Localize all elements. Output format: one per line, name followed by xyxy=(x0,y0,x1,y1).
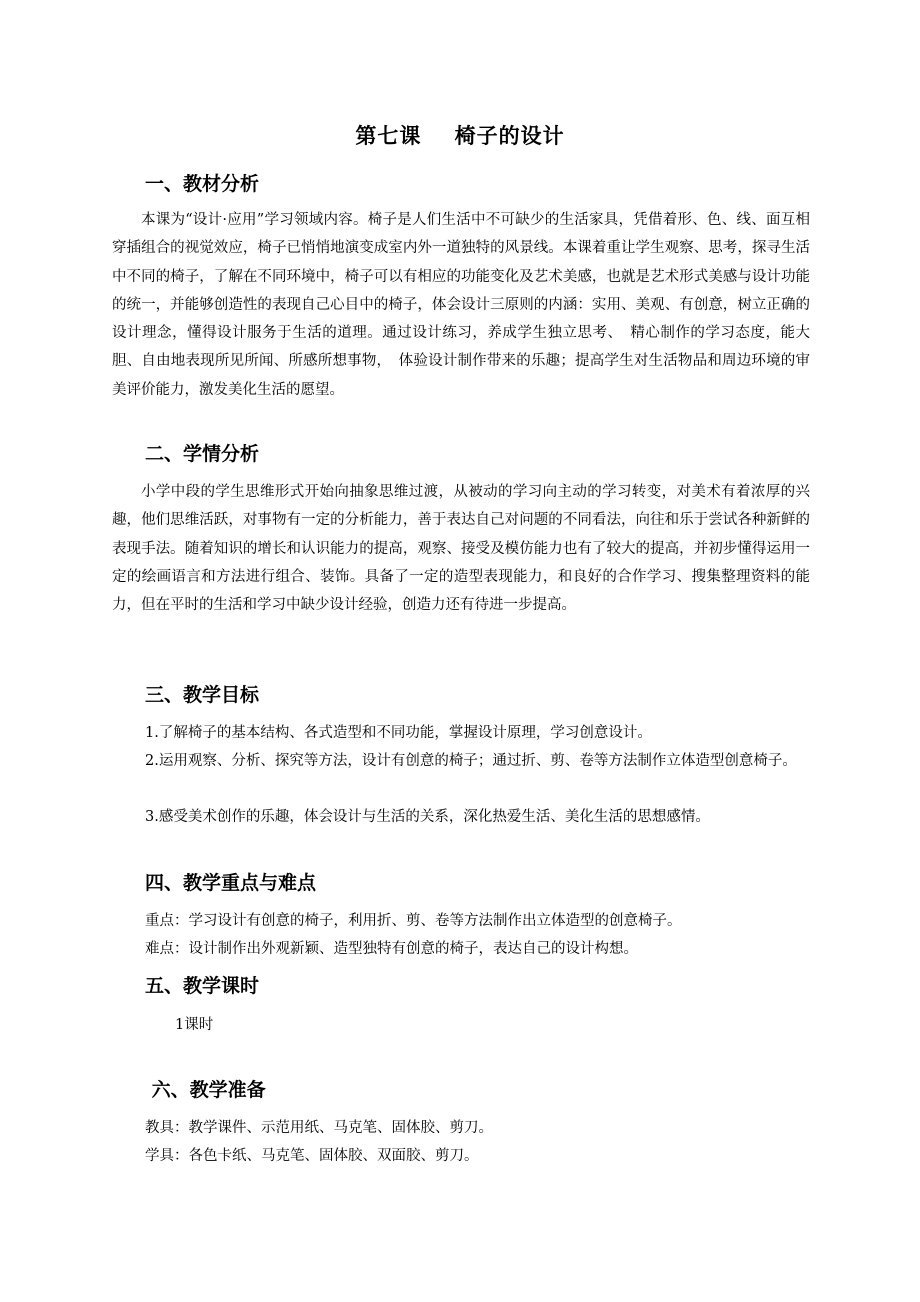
section-heading-preparation: 六、教学准备 xyxy=(145,1079,266,1101)
objective-item-1: 1.了解椅子的基本结构、各式造型和不同功能，掌握设计原理，学习创意设计。 xyxy=(145,725,652,741)
document-title: 第七课 椅子的设计 xyxy=(355,124,565,148)
key-point-item: 重点：学习设计有创意的椅子，利用折、剪、卷等方法制作出立体造型的创意椅子。 xyxy=(145,913,682,929)
student-materials-item: 学具：各色卡纸、马克笔、固体胶、双面胶、剪刀。 xyxy=(145,1148,479,1164)
section-heading-teaching-objectives: 三、教学目标 xyxy=(145,684,260,706)
teacher-materials-item: 教具：教学课件、示范用纸、马克笔、固体胶、剪刀。 xyxy=(145,1120,493,1136)
section-heading-learner-analysis: 二、学情分析 xyxy=(145,443,260,465)
section-paragraph-textbook-analysis: 本课为“设计·应用”学习领域内容。椅子是人们生活中不可缺少的生活家具，凭借着形、色、线、面互相穿插组合的视觉效应，椅子已悄悄地演变成室内外一道独特的风景线。本课着重让学生观察、思考，探寻生活中不同的椅子，了解在不同环境中，椅子可以有相应的功能变化及艺术美感，也就是艺术形式美感与设计功能的统一，并能够创造性的表现自己心目中的椅子，体会设计三原则的内涵：实用、美观、有创意，树立正确的设计理念，懂得设计服务于生活的道理。通过设计练习，养成学生独立思考、 精心制作的学习态度，能大胆、自由地表现所见所闻、所感所想事物， 体验设计制作带来的乐趣；提高学生对生活物品和周边环境的审美评价能力，激发美化生活的愿望。 xyxy=(112,212,810,398)
class-hours-item: 1课时 xyxy=(175,1017,214,1033)
section-paragraph-learner-analysis: 小学中段的学生思维形式开始向抽象思维过渡，从被动的学习向主动的学习转变，对美术有着浓厚的兴趣，他们思维活跃，对事物有一定的分析能力，善于表达自己对问题的不同看法，向往和乐于尝试各种新鲜的表现手法。随着知识的增长和认识能力的提高，观察、接受及模仿能力也有了较大的提高，并初步懂得运用一定的绘画语言和方法进行组合、装饰。具备了一定的造型表现能力，和良好的合作学习、搜集整理资料的能力，但在平时的生活和学习中缺少设计经验，创造力还有待进一步提高。 xyxy=(112,484,810,614)
difficulty-item: 难点：设计制作出外观新颖、造型独特有创意的椅子，表达自己的设计构想。 xyxy=(145,941,638,957)
objective-item-2: 2.运用观察、分析、探究等方法，设计有创意的椅子；通过折、剪、卷等方法制作立体造型创意椅子。 xyxy=(145,753,797,769)
section-heading-class-hours: 五、教学课时 xyxy=(145,975,260,997)
objective-item-3: 3.感受美术创作的乐趣，体会设计与生活的关系，深化热爱生活、美化生活的思想感情。 xyxy=(145,809,710,825)
section-heading-key-points: 四、教学重点与难点 xyxy=(145,872,317,894)
section-heading-textbook-analysis: 一、教材分析 xyxy=(145,173,260,195)
